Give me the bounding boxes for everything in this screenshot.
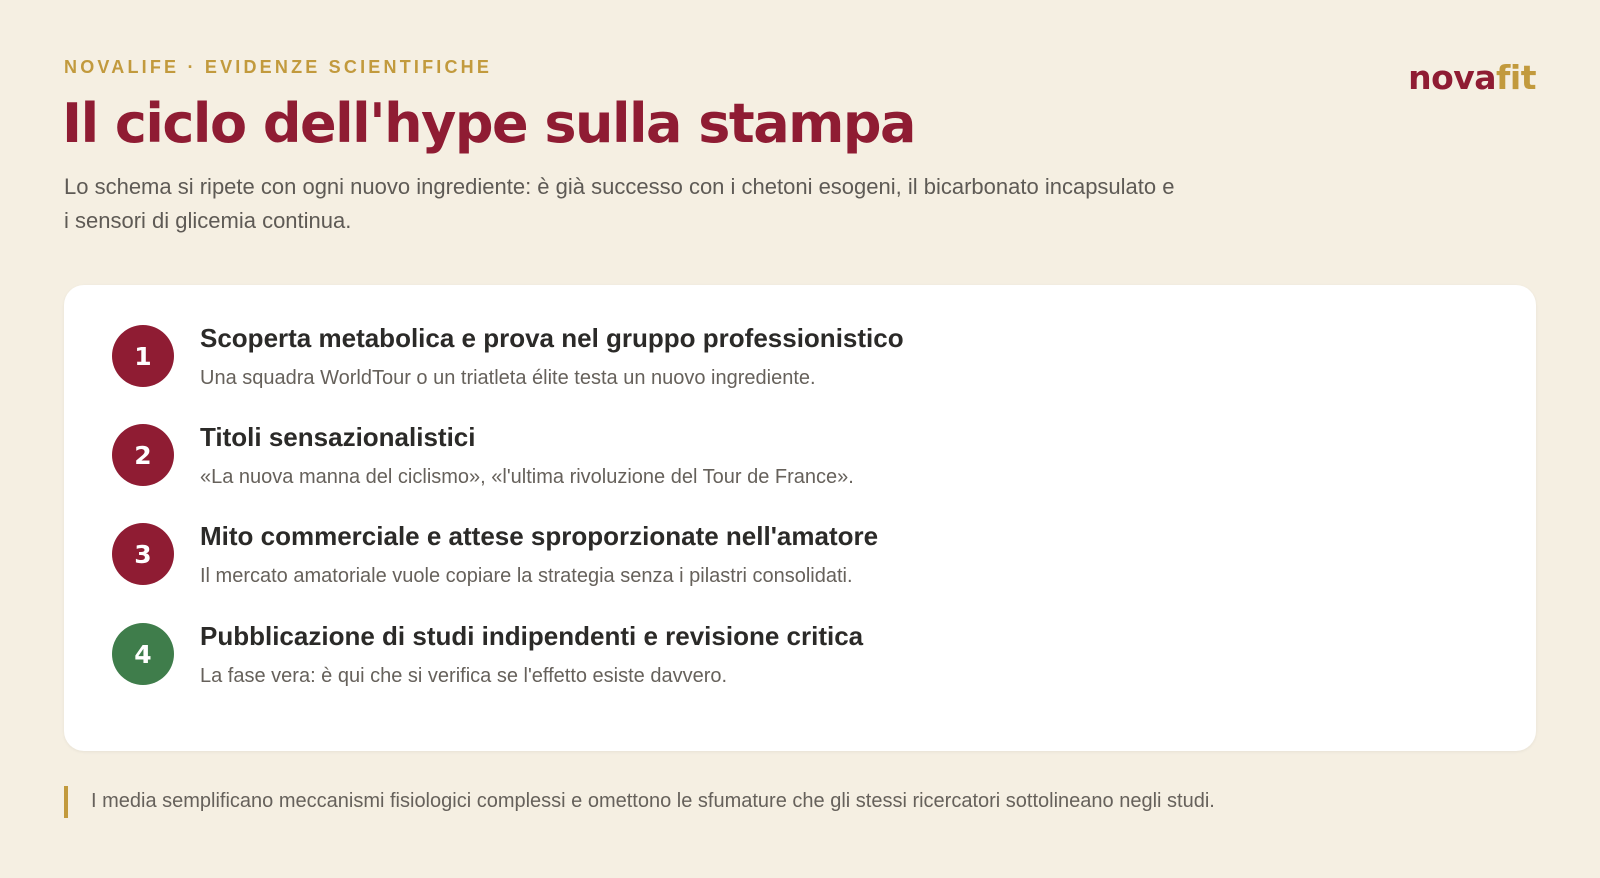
logo-fit-text: fit xyxy=(1496,58,1536,97)
step-number-badge: 2 xyxy=(112,424,174,486)
steps-card xyxy=(64,285,1536,751)
step-number-badge: 3 xyxy=(112,523,174,585)
step-description: «La nuova manna del ciclismo», «l'ultima rivoluzione del Tour de France». xyxy=(200,466,854,488)
step-number-badge: 1 xyxy=(112,325,174,387)
page-title: Il ciclo dell'hype sulla stampa xyxy=(62,92,915,155)
step-number-badge: 4 xyxy=(112,623,174,685)
step-description: La fase vera: è qui che si verifica se l'effetto esiste davvero. xyxy=(200,665,728,687)
step-item xyxy=(112,323,1492,403)
step-item xyxy=(112,521,1492,601)
step-title: Pubblicazione di studi indipendenti e revisione critica xyxy=(200,621,864,651)
page-subtitle: Lo schema si ripete con ogni nuovo ingrediente: è già successo con i chetoni esogeni, il bicarbonato incapsulato e i sensori di glicemia continua. xyxy=(64,174,1175,233)
eyebrow-label: NOVALIFE · EVIDENZE SCIENTIFICHE xyxy=(64,57,493,77)
step-title: Titoli sensazionalistici xyxy=(200,422,476,452)
step-title: Mito commerciale e attese sproporzionate nell'amatore xyxy=(200,521,879,551)
novafit-logo xyxy=(1408,58,1536,97)
step-description: Il mercato amatoriale vuole copiare la strategia senza i pilastri consolidati. xyxy=(200,565,853,587)
step-item xyxy=(112,422,1492,502)
step-description: Una squadra WorldTour o un triatleta élite testa un nuovo ingrediente. xyxy=(200,367,816,389)
logo-nova-text: nova xyxy=(1408,58,1497,97)
step-title: Scoperta metabolica e prova nel gruppo professionistico xyxy=(200,323,904,353)
footer-note: I media semplificano meccanismi fisiologici complessi e omettono le sfumature che gli stessi ricercatori sottolineano negli studi. xyxy=(64,786,1215,818)
step-item xyxy=(112,621,1492,701)
